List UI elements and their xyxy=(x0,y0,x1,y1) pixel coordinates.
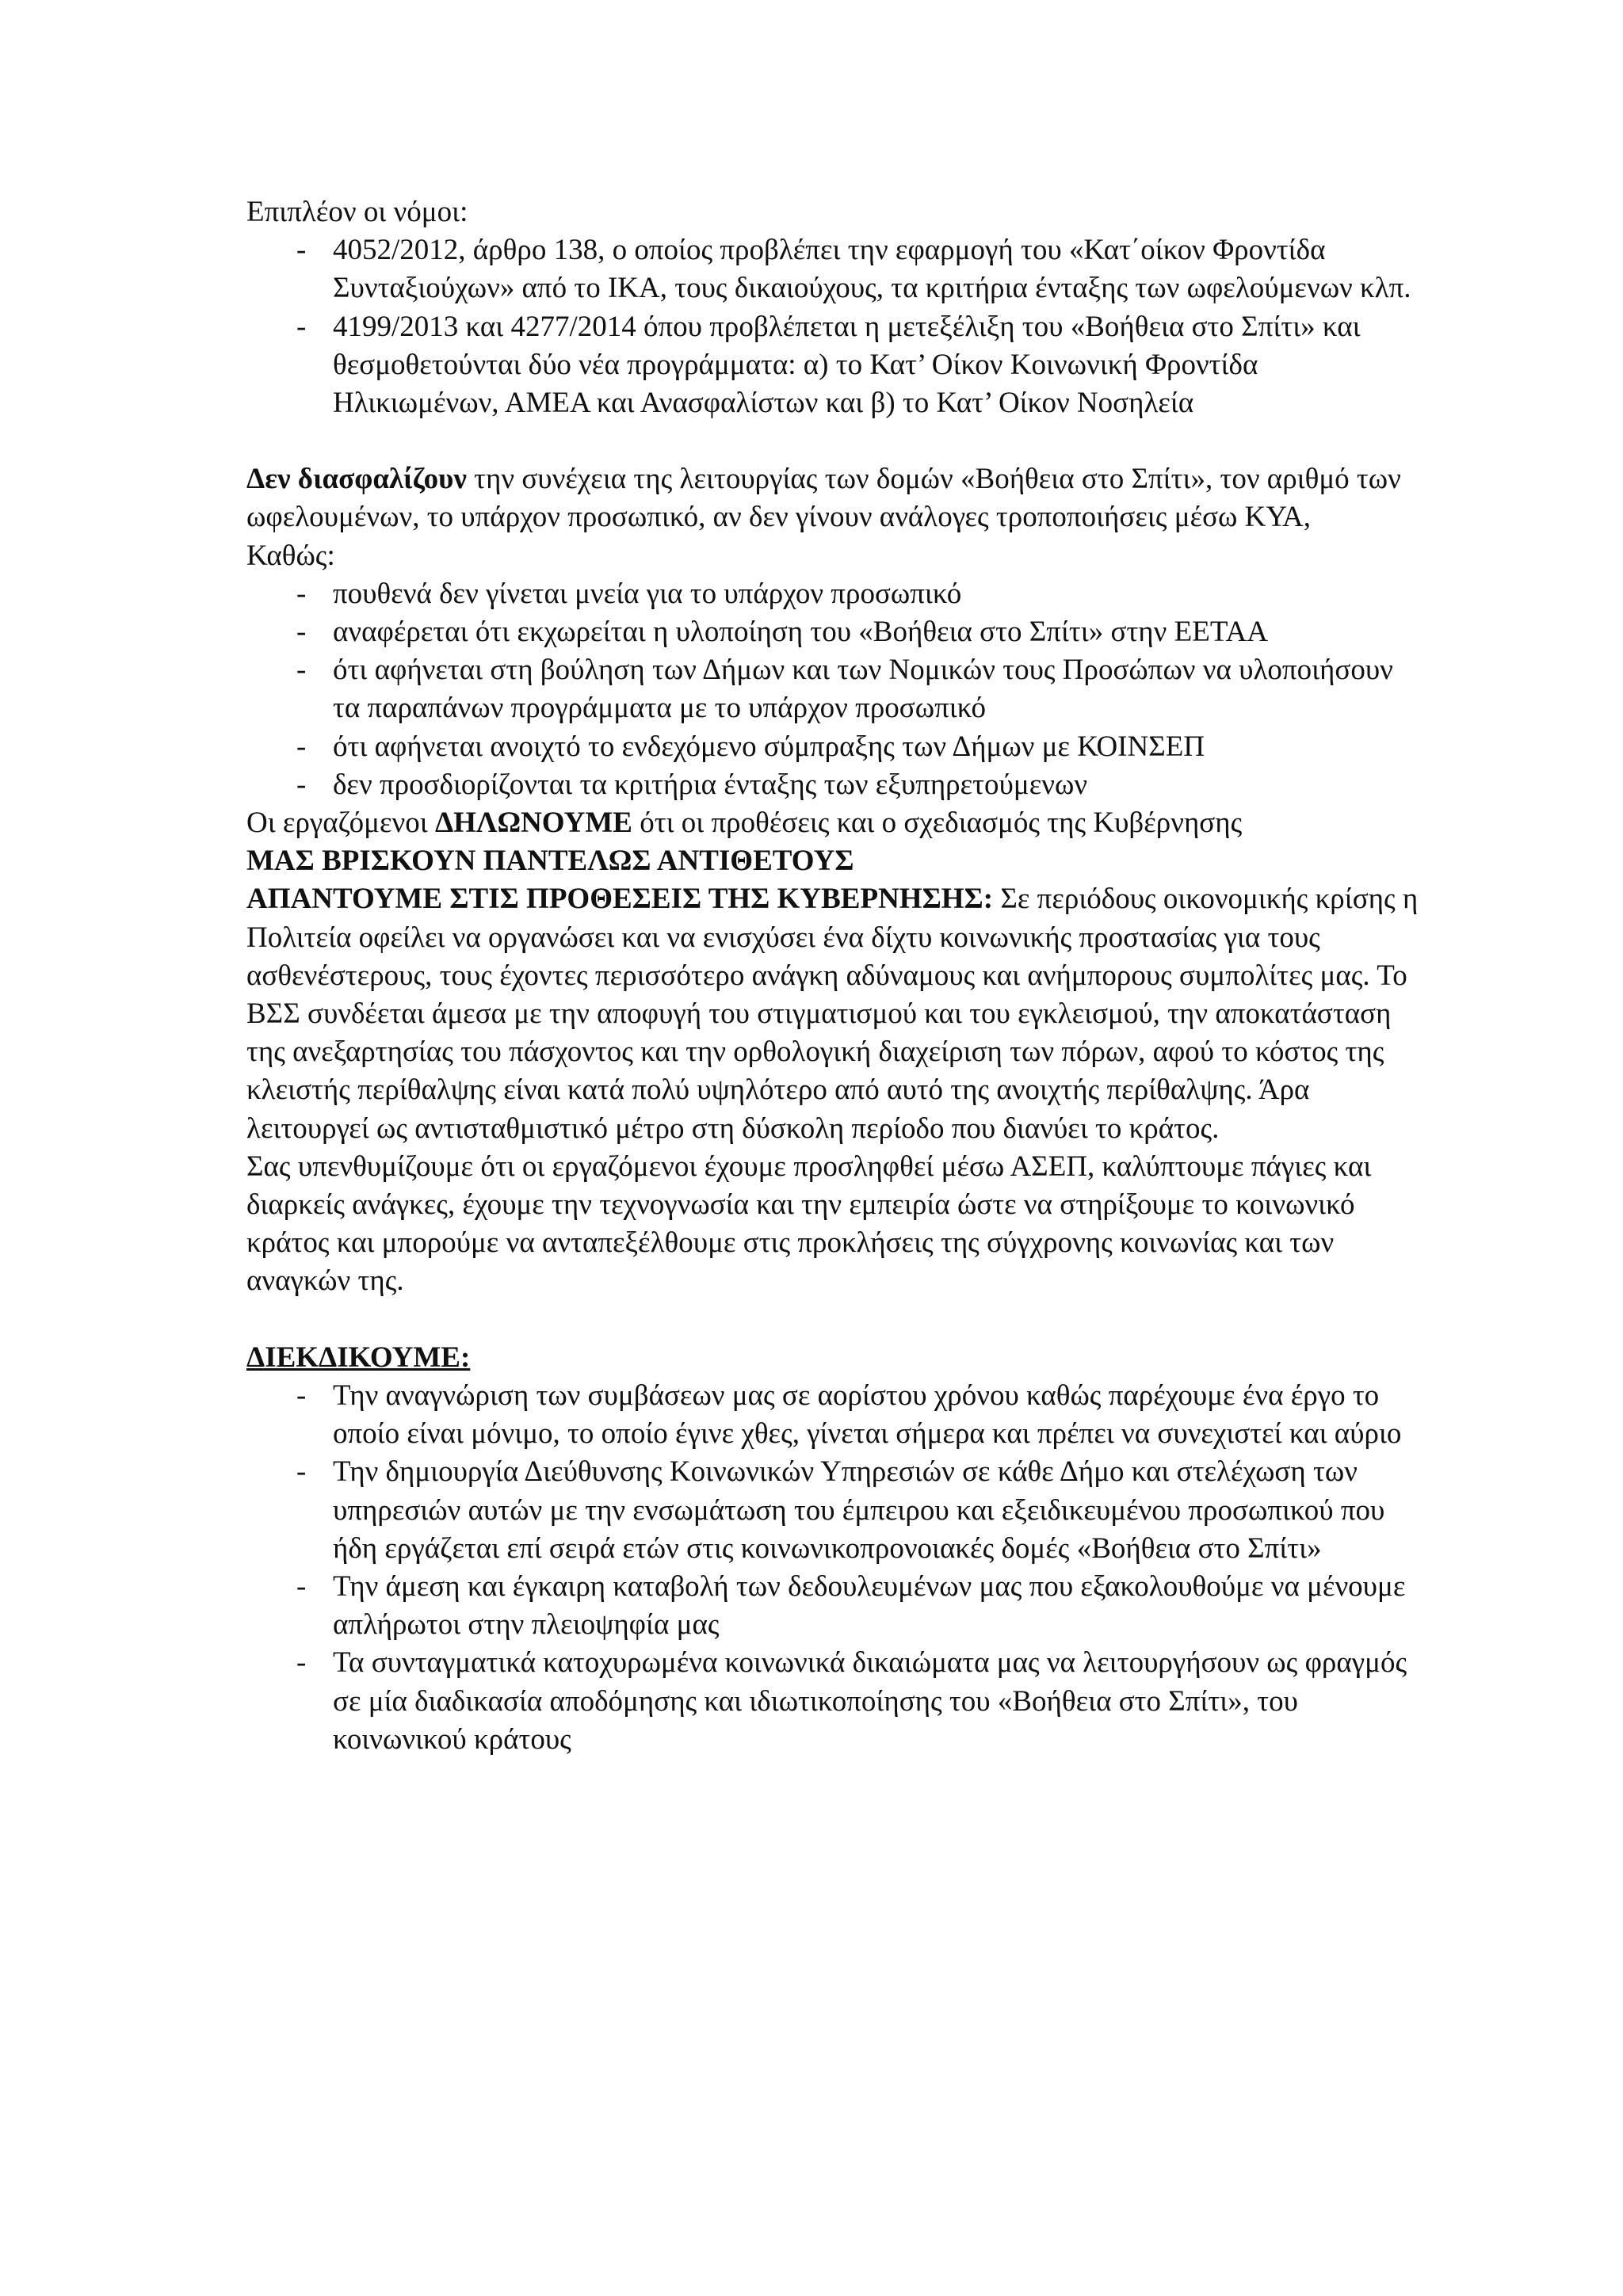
list-item xyxy=(246,1377,1419,1453)
dash-bullet: - xyxy=(296,1646,307,1680)
demand-text: Την αναγνώριση των συμβάσεων μας σε αορίστου χρόνου καθώς παρέχουμε ένα έργο το οποίο είναι μόνιμο, το οποίο έγινε χθες, γίνεται σήμερα και πρέπει να συνεχιστεί και αύριο xyxy=(333,1379,1402,1451)
dash-bullet: - xyxy=(296,654,307,687)
no-guarantee-paragraph xyxy=(246,460,1419,536)
demand-text: Τα συνταγματικά κατοχυρωμένα κοινωνικά δικαιώματα μας να λειτουργήσουν ως φραγμός σε μία διαδικασία αποδόμησης και ιδιωτικοποίησης του «Βοήθεια στο Σπίτι», του κοινωνικού κράτους xyxy=(333,1646,1407,1756)
dash-bullet: - xyxy=(296,730,307,763)
declaration-pre: Οι εργαζόμενοι xyxy=(246,807,435,840)
dash-bullet: - xyxy=(296,1569,307,1603)
laws-intro: Επιπλέον οι νόμοι: xyxy=(246,196,468,228)
reason-text: πουθενά δεν γίνεται μνεία για το υπάρχον προσωπικό xyxy=(333,577,962,610)
list-item xyxy=(246,1644,1419,1759)
dash-bullet: - xyxy=(296,768,307,801)
answer-paragraph xyxy=(246,880,1419,1147)
list-item xyxy=(246,1453,1419,1568)
dash-bullet: - xyxy=(296,310,307,343)
declaration-bold: ΔΗΛΩΝΟΥΜΕ xyxy=(434,807,632,840)
law-text: 4052/2012, άρθρο 138, ο οποίος προβλέπει την εφαρμογή του «Κατ΄οίκον Φροντίδα Συνταξιούχων» από το ΙΚΑ, τους δικαιούχους, τα κριτήρια ένταξης των ωφελούμενων κλπ. xyxy=(333,234,1411,305)
list-item xyxy=(246,1568,1419,1644)
dash-bullet: - xyxy=(296,577,307,610)
demand-text: Την δημιουργία Διεύθυνσης Κοινωνικών Υπηρεσιών σε κάθε Δήμο και στελέχωση των υπηρεσιών αυτών με την ενσωμάτωση του έμπειρου και εξειδικευμένου προσωπικού που ήδη εργάζεται επί σειρά ετών στις κοινωνικοπρονοιακές δομές «Βοήθεια στο Σπίτι» xyxy=(333,1455,1385,1565)
list-item xyxy=(246,231,1419,307)
answer-text: Σε περιόδους οικονομικής κρίσης η Πολιτεία οφείλει να οργανώσει και να ενισχύσει ένα δίχτυ κοινωνικής προστασίας για τους ασθενέστερους, τους έχοντες περισσότερο ανάγκη αδύναμους και ανήμπορους συμπολίτες μας. Το ΒΣΣ συνδέεται άμεσα με την αποφυγή του στιγματισμού και του εγκλεισμού, την αποκατάσταση της ανεξαρτησίας του πάσχοντος και την ορθολογική διαχείριση των πόρων, αφού το κόστος της κλειστής περίθαλψης είναι κατά πολύ υψηλότερο από αυτό της ανοιχτής περίθαλψης. Άρα λειτουργεί ως αντισταθμιστικό μέτρο στη δύσκολη περίοδο που διανύει το κράτος. xyxy=(246,883,1419,1145)
answer-bold: ΑΠΑΝΤΟΥΜΕ ΣΤΙΣ ΠΡΟΘΕΣΕΙΣ ΤΗΣ ΚΥΒΕΡΝΗΣΗΣ: xyxy=(246,883,994,916)
list-item xyxy=(246,766,1419,804)
no-guarantee-bold: Δεν διασφαλίζουν xyxy=(246,463,467,496)
since-label: Καθώς: xyxy=(246,539,335,572)
list-item xyxy=(246,308,1419,423)
dash-bullet: - xyxy=(296,616,307,649)
reason-text: δεν προσδιορίζονται τα κριτήρια ένταξης των εξυπηρετούμενων xyxy=(333,768,1088,801)
paragraph-gap xyxy=(246,422,1419,460)
reasons-list xyxy=(246,575,1419,804)
list-item xyxy=(246,728,1419,766)
demand-text: Την άμεση και έγκαιρη καταβολή των δεδουλευμένων μας που εξακολουθούμε να μένουμε απλήρωτοι στην πλειοψηφία μας xyxy=(333,1569,1406,1642)
declaration-paragraph xyxy=(246,804,1419,842)
reason-text: αναφέρεται ότι εκχωρείται η υλοποίηση του «Βοήθεια στο Σπίτι» στην ΕΕΤΑΑ xyxy=(333,616,1268,649)
laws-list xyxy=(246,231,1419,422)
list-item xyxy=(246,575,1419,613)
dash-bullet: - xyxy=(296,1379,307,1412)
opposed-heading: ΜΑΣ ΒΡΙΣΚΟΥΝ ΠΑΝΤΕΛΩΣ ΑΝΤΙΘΕΤΟΥΣ xyxy=(246,845,854,878)
reason-text: ότι αφήνεται στη βούληση των Δήμων και των Νομικών τους Προσώπων να υλοποιήσουν τα παραπάνων προγράμματα με το υπάρχον προσωπικό xyxy=(333,654,1393,725)
law-text: 4199/2013 και 4277/2014 όπου προβλέπεται η μετεξέλιξη του «Βοήθεια στο Σπίτι» και θεσμοθετούνται δύο νέα προγράμματα: α) το Κατ’ Οίκον Κοινωνική Φροντίδα Ηλικιωμένων, ΑΜΕΑ και Ανασφαλίστων και β) το Κατ’ Οίκον Νοσηλεία xyxy=(333,310,1361,420)
demands-heading: ΔΙΕΚΔΙΚΟΥΜΕ: xyxy=(246,1341,471,1374)
dash-bullet: - xyxy=(296,1455,307,1489)
paragraph-gap xyxy=(246,1301,1419,1339)
reason-text: ότι αφήνεται ανοιχτό το ενδεχόμενο σύμπραξης των Δήμων με ΚΟΙΝΣΕΠ xyxy=(333,730,1205,763)
list-item xyxy=(246,651,1419,727)
declaration-post: ότι οι προθέσεις και ο σχεδιασμός της Κυβέρνησης xyxy=(632,807,1243,840)
demands-list xyxy=(246,1377,1419,1759)
list-item xyxy=(246,613,1419,651)
reminder-paragraph: Σας υπενθυμίζουμε ότι οι εργαζόμενοι έχουμε προσληφθεί μέσω ΑΣΕΠ, καλύπτουμε πάγιες και διαρκείς ανάγκες, έχουμε την τεχνογνωσία και την εμπειρία ώστε να στηρίξουμε το κοινωνικό κράτος και μπορούμε να ανταπεξέλθουμε στις προκλήσεις της σύγχρονης κοινωνίας και των αναγκών της. xyxy=(246,1150,1372,1298)
document-page xyxy=(246,193,1419,1759)
dash-bullet: - xyxy=(296,234,307,267)
no-guarantee-text: την συνέχεια της λειτουργίας των δομών «Βοήθεια στο Σπίτι», τον αριθμό των ωφελουμένων, το υπάρχον προσωπικό, αν δεν γίνουν ανάλογες τροποποιήσεις μέσω ΚΥΑ, xyxy=(246,463,1401,534)
